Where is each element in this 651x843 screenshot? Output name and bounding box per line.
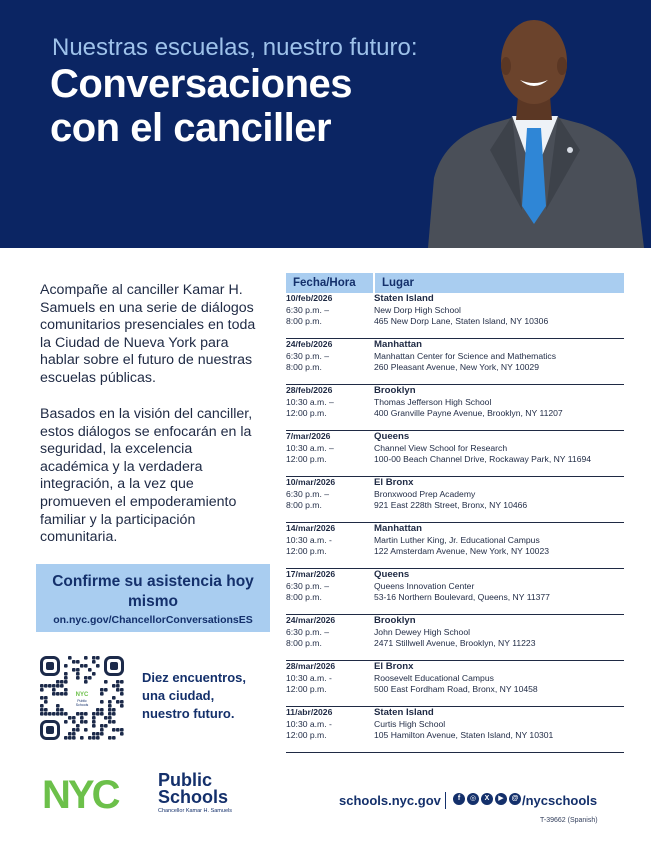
event-end-time: 12:00 p.m. [286, 684, 327, 694]
svg-text:Schools: Schools [75, 703, 89, 707]
youtube-icon[interactable]: ▶ [495, 793, 507, 805]
event-end-time: 8:00 p.m. [286, 316, 322, 326]
event-end-time: 8:00 p.m. [286, 362, 322, 372]
schedule-date-cell [286, 431, 374, 477]
rsvp-box [36, 564, 270, 632]
schedule-date-cell [286, 615, 374, 661]
rsvp-title: Confirme su asistencia hoy mismo [52, 573, 254, 610]
schedule-row [286, 707, 624, 753]
event-start-time: 6:30 p.m. – [286, 580, 329, 591]
event-address: 2471 Stillwell Avenue, Brooklyn, NY 11223 [374, 638, 536, 648]
schedule-date-cell [286, 477, 374, 523]
social-handle[interactable]: /nycschools [522, 793, 598, 808]
schedule-row [286, 615, 624, 661]
event-end-time: 12:00 p.m. [286, 454, 327, 464]
footer-divider [445, 792, 446, 809]
event-date: 10/mar/2026 [286, 477, 336, 487]
schedule-location-cell [374, 477, 624, 523]
tagline-line1: Diez encuentros, [142, 670, 247, 685]
schedule-date-cell [286, 661, 374, 707]
schedule-date-cell [286, 569, 374, 615]
schedule-body [286, 293, 624, 753]
event-address: 260 Pleasant Avenue, New York, NY 10029 [374, 362, 539, 372]
rsvp-link[interactable]: on.nyc.gov/ChancellorConversationsES [53, 614, 253, 626]
chancellor-credit: Chancellor Kamar H. Samuels [158, 808, 232, 814]
event-school: John Dewey High School [374, 626, 471, 637]
event-date: 7/mar/2026 [286, 431, 331, 441]
event-start-time: 10:30 a.m. – [286, 442, 334, 453]
event-address: 500 East Fordham Road, Bronx, NY 10458 [374, 684, 538, 694]
event-school: Channel View School for Research [374, 442, 508, 453]
event-start-time: 6:30 p.m. – [286, 488, 329, 499]
event-start-time: 10:30 a.m. - [286, 534, 332, 545]
facebook-icon[interactable]: f [453, 793, 465, 805]
schedule-row [286, 569, 624, 615]
event-date: 11/abr/2026 [286, 707, 333, 717]
event-school: Curtis High School [374, 718, 446, 729]
event-school: Queens Innovation Center [374, 580, 475, 591]
schedule-location-cell [374, 615, 624, 661]
event-borough: Brooklyn [374, 385, 416, 396]
wordmark-line1: Public [158, 770, 213, 790]
x-icon[interactable]: X [481, 793, 493, 805]
intro-paragraph-2: Basados en la visión del canciller, estos diálogos se enfocarán en la seguridad, la excelencia académica y la verdadera integración, a la vez que promueven el empoderamiento familiar y la participación comunitaria. [40, 406, 253, 546]
chancellor-portrait [420, 0, 651, 248]
event-start-time: 6:30 p.m. – [286, 626, 329, 637]
schedule-location-cell [374, 523, 624, 569]
event-address: 105 Hamilton Avenue, Staten Island, NY 10301 [374, 730, 554, 740]
event-address: 53-16 Northern Boulevard, Queens, NY 11377 [374, 592, 550, 602]
schedule-row [286, 293, 624, 339]
tagline-line2: una ciudad, [142, 688, 215, 703]
event-date: 14/mar/2026 [286, 523, 336, 533]
schedule-location-cell [374, 569, 624, 615]
event-borough: Staten Island [374, 293, 434, 304]
schedule-location-cell [374, 707, 624, 753]
event-address: 465 New Dorp Lane, Staten Island, NY 10306 [374, 316, 549, 326]
hero-banner [0, 0, 651, 248]
tagline-line3: nuestro futuro. [142, 706, 235, 721]
event-school: New Dorp High School [374, 304, 461, 315]
event-end-time: 12:00 p.m. [286, 730, 327, 740]
header-location: Lugar [374, 273, 624, 293]
website-link[interactable]: schools.nyc.gov [339, 793, 441, 808]
schedule-date-cell [286, 523, 374, 569]
event-address: 122 Amsterdam Avenue, New York, NY 10023 [374, 546, 550, 556]
event-address: 400 Granville Payne Avenue, Brooklyn, NY 11207 [374, 408, 563, 418]
event-date: 17/mar/2026 [286, 569, 336, 579]
event-end-time: 8:00 p.m. [286, 500, 322, 510]
event-date: 10/feb/2026 [286, 293, 333, 303]
event-school: Thomas Jefferson High School [374, 396, 492, 407]
schedule-row [286, 431, 624, 477]
event-borough: Manhattan [374, 523, 422, 534]
public-schools-wordmark [158, 772, 228, 806]
schedule-location-cell [374, 293, 624, 339]
event-school: Bronxwood Prep Academy [374, 488, 476, 499]
intro-paragraph-1: Acompañe al canciller Kamar H. Samuels en una serie de diálogos comunitarios presenciales en toda la Ciudad de Nueva York para hablar sobre el futuro de nuestras escuelas públicas. [40, 282, 256, 386]
svg-text:NYC: NYC [75, 692, 89, 698]
event-address: 921 East 228th Street, Bronx, NY 10466 [374, 500, 528, 510]
event-borough: Manhattan [374, 339, 422, 350]
event-borough: El Bronx [374, 661, 414, 672]
event-borough: Queens [374, 569, 410, 580]
event-end-time: 12:00 p.m. [286, 546, 327, 556]
event-start-time: 10:30 a.m. – [286, 396, 334, 407]
schedule-location-cell [374, 661, 624, 707]
schedule-row [286, 523, 624, 569]
event-borough: Queens [374, 431, 410, 442]
event-end-time: 8:00 p.m. [286, 638, 322, 648]
event-borough: Brooklyn [374, 615, 416, 626]
event-start-time: 6:30 p.m. – [286, 304, 329, 315]
schedule-location-cell [374, 431, 624, 477]
event-start-time: 10:30 a.m. - [286, 718, 332, 729]
header-date-time: Fecha/Hora [286, 273, 374, 293]
event-borough: El Bronx [374, 477, 414, 488]
schedule-location-cell [374, 339, 624, 385]
event-end-time: 12:00 p.m. [286, 408, 327, 418]
event-school: Manhattan Center for Science and Mathematics [374, 350, 556, 361]
event-end-time: 8:00 p.m. [286, 592, 322, 602]
schedule-date-cell [286, 707, 374, 753]
event-start-time: 6:30 p.m. – [286, 350, 329, 361]
threads-icon[interactable]: @ [509, 793, 521, 805]
event-start-time: 10:30 a.m. - [286, 672, 332, 683]
event-date: 28/mar/2026 [286, 661, 336, 671]
event-date: 24/mar/2026 [286, 615, 336, 625]
schedule-row [286, 385, 624, 431]
schedule-location-cell [374, 385, 624, 431]
nyc-logo [42, 774, 152, 812]
qr-code[interactable] [39, 655, 125, 741]
wordmark-line2: Schools [158, 787, 229, 807]
schedule-date-cell [286, 339, 374, 385]
schedule-date-cell [286, 385, 374, 431]
social-icons [453, 793, 521, 805]
hero-title [50, 62, 352, 150]
event-school: Martin Luther King, Jr. Educational Campus [374, 534, 540, 545]
schedule-row [286, 477, 624, 523]
event-address: 100-00 Beach Channel Drive, Rockaway Park, NY 11694 [374, 454, 592, 464]
schedule-table [286, 273, 624, 753]
hero-subtitle: Nuestras escuelas, nuestro futuro: [52, 34, 418, 61]
tagline [142, 669, 272, 723]
schedule-date-cell [286, 293, 374, 339]
svg-text:Public: Public [77, 699, 87, 703]
instagram-icon[interactable]: ◎ [467, 793, 479, 805]
document-code: T-39662 (Spanish) [540, 817, 598, 824]
hero-title-line2: con el canciller [50, 106, 332, 150]
nyc-logo-letters: NYC [42, 774, 118, 812]
schedule-row [286, 339, 624, 385]
hero-title-line1: Conversaciones [50, 62, 353, 106]
event-date: 24/feb/2026 [286, 339, 333, 349]
schedule-header-row [286, 273, 624, 293]
event-date: 28/feb/2026 [286, 385, 333, 395]
event-school: Roosevelt Educational Campus [374, 672, 494, 683]
event-borough: Staten Island [374, 707, 434, 718]
schedule-row [286, 661, 624, 707]
